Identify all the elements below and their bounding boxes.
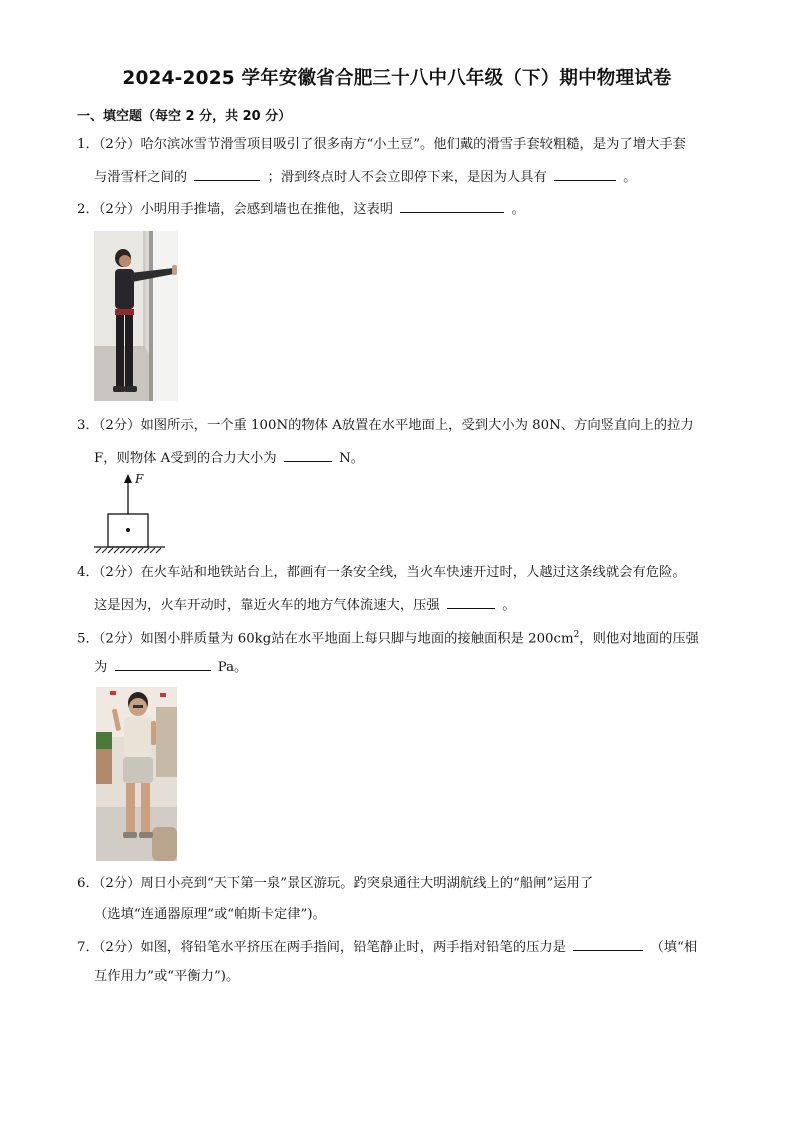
- q3-blank[interactable]: [284, 447, 332, 462]
- q4-text-a: 这是因为，火车开动时，靠近火车的地方气体流速大，压强: [94, 598, 440, 613]
- q5-text-a: 5．（2分）如图小胖质量为 60kg站在水平地面上每只脚与地面的接触面积是 200cm: [77, 631, 574, 647]
- q1-line2: [94, 166, 637, 188]
- q4-blank[interactable]: [447, 594, 495, 609]
- q1-blank-2[interactable]: [554, 166, 616, 181]
- q2-text-a: 2．（2分）小明用手推墙，会感到墙也在推他，这表明: [77, 202, 394, 217]
- q1-text-b: ；滑到终点时人不会立即停下来，是因为人具有: [267, 170, 547, 185]
- q3-line1: 3．（2分）如图所示，一个重 100N的物体 A放置在水平地面上，受到大小为 80N、方向竖直向上的拉力: [77, 418, 694, 433]
- q5-line2: [94, 656, 247, 678]
- q3-line2: [94, 447, 364, 469]
- q4-text-b: 。: [502, 598, 516, 613]
- q7-blank[interactable]: [573, 936, 643, 951]
- q1-text-a: 与滑雪杆之间的: [94, 170, 188, 185]
- boy-standing-photo: [96, 687, 177, 861]
- wall-push-photo: [94, 231, 178, 401]
- q5-superscript: 2: [573, 630, 580, 640]
- q4-line1: 4．（2分）在火车站和地铁站台上，都画有一条安全线，当火车快速开过时，人越过这条线就会有危险。: [77, 565, 686, 580]
- q6-line2: （选填“连通器原理”或“帕斯卡定律”)。: [94, 907, 326, 922]
- force-diagram: [93, 472, 167, 556]
- q1-line1: 1．（2分）哈尔滨冰雪节滑雪项目吸引了很多南方“小土豆”。他们戴的滑雪手套较粗糙，是为了增大手套: [77, 137, 686, 152]
- q6-line1: 6．（2分）周日小亮到“天下第一泉”景区游玩。趵突泉通往大明湖航线上的“船闸”运用了: [77, 876, 594, 891]
- q1-blank-1[interactable]: [194, 166, 260, 181]
- q4-line2: [94, 594, 515, 616]
- q2-text-b: 。: [511, 202, 525, 217]
- q7-text-b: （填“相: [650, 940, 698, 955]
- q5-blank[interactable]: [115, 656, 211, 671]
- q7-line1: [77, 936, 697, 958]
- q5-text-c: 为: [94, 660, 108, 675]
- q3-text-a: F，则物体 A受到的合力大小为: [94, 451, 277, 466]
- q5-line1: [77, 625, 699, 649]
- q3-text-b: N。: [339, 451, 365, 466]
- q5-text-b: ，则他对地面的压强: [579, 631, 699, 647]
- force-label: F: [135, 472, 144, 486]
- q5-text-d: Pa。: [217, 660, 248, 675]
- exam-title: 2024-2025 学年安徽省合肥三十八中八年级（下）期中物理试卷: [122, 68, 672, 89]
- q7-text-a: 7．（2分）如图，将铅笔水平挤压在两手指间，铅笔静止时，两手指对铅笔的压力是: [77, 940, 566, 955]
- q7-line2: 互作用力”或“平衡力”)。: [94, 969, 240, 984]
- q2-line1: [77, 198, 525, 220]
- section-heading: 一、填空题（每空 2 分，共 20 分）: [77, 109, 292, 124]
- q1-text-c: 。: [623, 170, 637, 185]
- q2-blank[interactable]: [400, 198, 504, 213]
